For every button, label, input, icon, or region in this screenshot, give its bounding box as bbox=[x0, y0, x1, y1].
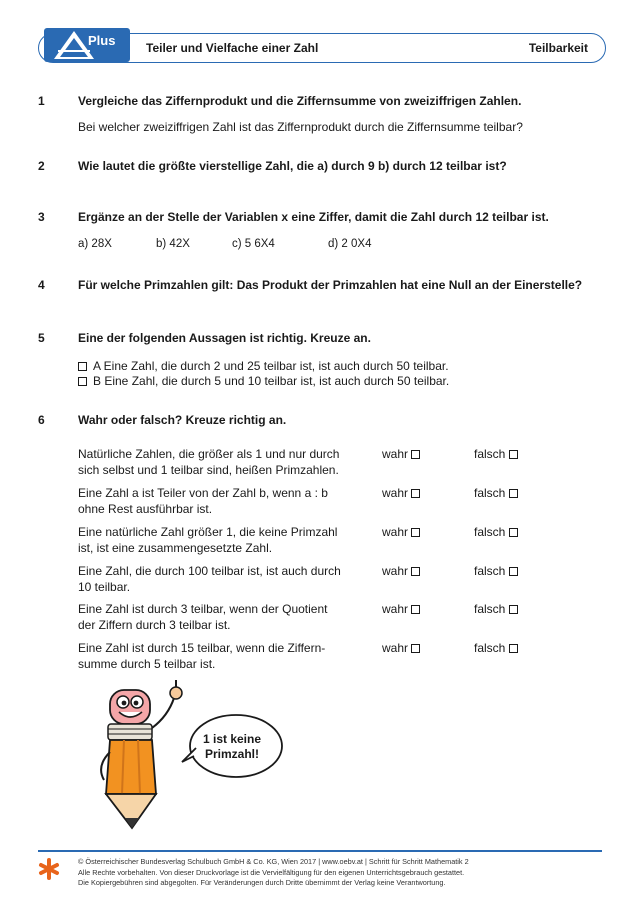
option-a: a) 28X bbox=[78, 238, 112, 250]
statement-2 bbox=[78, 486, 358, 517]
task-number: 4 bbox=[38, 278, 45, 292]
option-c: c) 5 6X4 bbox=[232, 238, 275, 250]
checkbox[interactable] bbox=[411, 450, 420, 459]
false-label: falsch bbox=[474, 641, 506, 655]
checkbox[interactable] bbox=[509, 528, 518, 537]
task-text: Bei welcher zweiziffrigen Zahl ist das Ziffernprodukt durch die Ziffernsumme teilbar? bbox=[78, 120, 523, 134]
statement-1 bbox=[78, 447, 358, 478]
false-option[interactable] bbox=[474, 602, 518, 616]
true-label: wahr bbox=[382, 447, 409, 461]
false-label: falsch bbox=[474, 525, 506, 539]
copyright-notice bbox=[78, 857, 469, 889]
true-label: wahr bbox=[382, 564, 409, 578]
true-option[interactable] bbox=[382, 525, 420, 539]
footer-divider bbox=[38, 850, 602, 852]
statement-line: 10 teilbar. bbox=[78, 579, 131, 594]
footer-line: Alle Rechte vorbehalten. Von dieser Druckvorlage ist die Vervielfältigung für den eigenen Unterrichtsgebrauch gestattet. bbox=[78, 867, 465, 877]
false-option[interactable] bbox=[474, 447, 518, 461]
true-option[interactable] bbox=[382, 564, 420, 578]
checkbox[interactable] bbox=[411, 605, 420, 614]
task-question: Ergänze an der Stelle der Variablen x eine Ziffer, damit die Zahl durch 12 teilbar ist. bbox=[78, 210, 549, 224]
statement-line: summe durch 5 teilbar ist. bbox=[78, 656, 216, 671]
false-option[interactable] bbox=[474, 525, 518, 539]
choice-label: B Eine Zahl, die durch 5 und 10 teilbar ist, ist auch durch 50 teilbar. bbox=[93, 374, 450, 388]
option-d: d) 2 0X4 bbox=[328, 238, 372, 250]
footer-line: Die Kopiergebühren sind abgegolten. Für Veränderungen durch Dritte übernimmt der Verlag keine Verantwortung. bbox=[78, 878, 446, 887]
false-option[interactable] bbox=[474, 564, 518, 578]
statement-line: Eine Zahl, die durch 100 teilbar ist, ist auch durch bbox=[78, 564, 341, 578]
task-question: Eine der folgenden Aussagen ist richtig. Kreuze an. bbox=[78, 331, 371, 345]
true-label: wahr bbox=[382, 525, 409, 539]
task-number: 2 bbox=[38, 159, 45, 173]
true-label: wahr bbox=[382, 486, 409, 500]
statement-line: Natürliche Zahlen, die größer als 1 und nur durch bbox=[78, 447, 340, 461]
speech-line: 1 ist keine bbox=[202, 732, 262, 746]
statement-line: der Ziffern durch 3 teilbar ist. bbox=[78, 617, 231, 632]
task-number: 1 bbox=[38, 94, 45, 108]
false-label: falsch bbox=[474, 602, 506, 616]
worksheet-title: Teiler und Vielfache einer Zahl bbox=[146, 41, 319, 55]
false-label: falsch bbox=[474, 564, 506, 578]
checkbox[interactable] bbox=[411, 489, 420, 498]
task-question: Wahr oder falsch? Kreuze richtig an. bbox=[78, 413, 287, 427]
choice-label: A Eine Zahl, die durch 2 und 25 teilbar ist, ist auch durch 50 teilbar. bbox=[93, 359, 449, 373]
checkbox[interactable] bbox=[509, 489, 518, 498]
true-option[interactable] bbox=[382, 486, 420, 500]
choice-a bbox=[78, 359, 449, 373]
statement-line: Eine Zahl a ist Teiler von der Zahl b, wenn a : b bbox=[78, 486, 328, 500]
task-question: Vergleiche das Ziffernprodukt und die Ziffernsumme von zweiziffrigen Zahlen. bbox=[78, 94, 522, 108]
footer-line: © Österreichischer Bundesverlag Schulbuch GmbH & Co. KG, Wien 2017 | www.oebv.at | Schritt für Schritt Mathematik 2 bbox=[78, 857, 469, 866]
statement-3 bbox=[78, 525, 358, 556]
checkbox[interactable] bbox=[509, 567, 518, 576]
true-label: wahr bbox=[382, 641, 409, 655]
checkbox[interactable] bbox=[411, 567, 420, 576]
false-label: falsch bbox=[474, 447, 506, 461]
checkbox[interactable] bbox=[509, 644, 518, 653]
checkbox[interactable] bbox=[78, 362, 87, 371]
speech-line: Primzahl! bbox=[204, 747, 259, 761]
checkbox[interactable] bbox=[411, 644, 420, 653]
true-option[interactable] bbox=[382, 641, 420, 655]
speech-bubble-text bbox=[190, 732, 274, 762]
false-label: falsch bbox=[474, 486, 506, 500]
statement-5 bbox=[78, 602, 358, 633]
true-option[interactable] bbox=[382, 602, 420, 616]
true-option[interactable] bbox=[382, 447, 420, 461]
false-option[interactable] bbox=[474, 641, 518, 655]
checkbox[interactable] bbox=[509, 605, 518, 614]
statement-line: Eine natürliche Zahl größer 1, die keine Primzahl bbox=[78, 525, 338, 539]
publisher-star-icon bbox=[38, 858, 60, 880]
pencil-mascot-illustration bbox=[86, 676, 190, 836]
false-option[interactable] bbox=[474, 486, 518, 500]
statement-line: sich selbst und 1 teilbar sind, heißen Primzahlen. bbox=[78, 462, 339, 477]
true-label: wahr bbox=[382, 602, 409, 616]
task-number: 5 bbox=[38, 331, 45, 345]
statement-6 bbox=[78, 641, 358, 672]
task-question: Für welche Primzahlen gilt: Das Produkt der Primzahlen hat eine Null an der Einerstelle? bbox=[78, 278, 583, 292]
option-b: b) 42X bbox=[156, 238, 190, 250]
statement-line: ist, ist eine zusammengesetzte Zahl. bbox=[78, 540, 273, 555]
task-number: 3 bbox=[38, 210, 45, 224]
worksheet-topic: Teilbarkeit bbox=[528, 41, 588, 55]
statement-4 bbox=[78, 564, 358, 595]
checkbox[interactable] bbox=[78, 377, 87, 386]
logo-label: Plus bbox=[88, 33, 116, 48]
statement-line: Eine Zahl ist durch 3 teilbar, wenn der Quotient bbox=[78, 602, 328, 616]
checkbox[interactable] bbox=[411, 528, 420, 537]
task-number: 6 bbox=[38, 413, 45, 427]
checkbox[interactable] bbox=[509, 450, 518, 459]
statement-line: Eine Zahl ist durch 15 teilbar, wenn die Ziffern- bbox=[78, 641, 326, 655]
statement-line: ohne Rest ausführbar ist. bbox=[78, 501, 213, 516]
choice-b bbox=[78, 374, 449, 388]
task-question: Wie lautet die größte vierstellige Zahl, die a) durch 9 b) durch 12 teilbar ist? bbox=[78, 159, 507, 173]
